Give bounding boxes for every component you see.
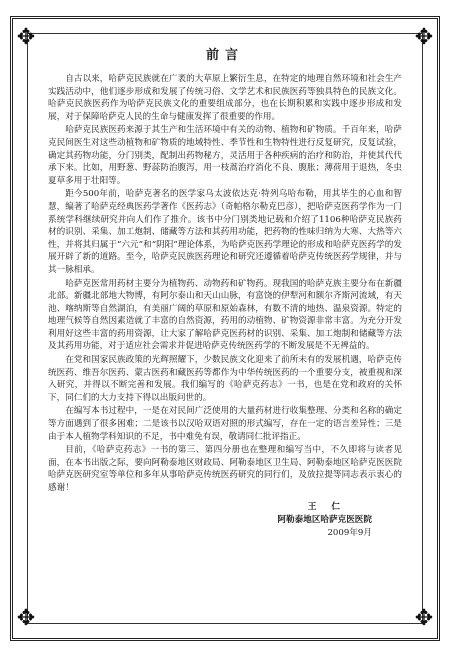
page-title: 前言: [205, 48, 244, 63]
paragraph: 在编写本书过程中，一是在对民间广泛使用的大量药材进行收集整理、分类和名称的确定等方面遇到了很多困难；二是该书以汉哈双语对照的形式编写，存在一定的语言差异性；三是由于本人植物学科知识的不足，书中难免有误，敬请同仁批评指正。: [48, 406, 402, 442]
corner-ornament-icon: ✥: [414, 25, 434, 50]
preface-body: [48, 44, 402, 540]
corner-ornament-icon: ✥: [414, 606, 434, 631]
corner-ornament-icon: ✥: [16, 606, 36, 631]
signature-date: 2009年9月: [327, 527, 372, 538]
paragraph: 目前，《哈萨克药志》一书的第三、第四分册也在整理和编写当中，不久即将与读者见面，在本书出版之际，要向阿勒泰地区财政局、阿勒泰地区卫生局、阿勒泰地区哈萨克医医院哈萨克医研究室等单位和多年从事哈萨克传统医药研究的同行们，及放拉提等同志表示衷心的感谢！: [48, 445, 402, 493]
paragraph: 哈萨克民族医药来源于其生产和生活环境中有关的动物、植物和矿物质。千百年来，哈萨克民间医生对这些动植物和矿物质的地域特性、季节性和生物特性进行反复研究，反复试验，确定其药物功能，分门别类，配制出药物秘方，灵活用于各种疾病的治疗和防治，并使其代代承下来。比如，用野葱、野蒜防治腹泻，用一枝蒿治疗消化不良、腹胀；薄荷用于退热，冬虫夏草多用于壮阳等。: [48, 125, 402, 186]
author-name: 王 仁: [307, 501, 346, 512]
paragraph: 哈萨克医常用药材主要分为植物药、动物药和矿物药。现我国的哈萨克族主要分布在新疆北部。新疆北部地大物博，有阿尔泰山和天山山脉，有富饶的伊犁河和额尔齐斯河流域，有天池、喀纳斯等自然湖泊，有美丽广阔的草原和原始森林，有数不清的地热、温泉资源。特定的地理气候等自然因素造就了丰富的自然资源，药用的动植物、矿物资源非常丰富。为充分开发利用好这些丰富的药用资源，让大家了解哈萨克医药材的识别、采集、加工炮制和储藏等方法及其药用功能，对于适应社会需求并促进哈萨克传统医药学的不断发展是不无裨益的。: [48, 278, 402, 352]
author-organization: 阿勒泰地区哈萨克医医院: [277, 514, 372, 525]
signature-block: [48, 501, 402, 540]
paragraph: 自古以来，哈萨克民族就在广袤的大草原上繁衍生息，在特定的地理自然环境和社会生产实践活动中，他们逐步形成和发展了传统习俗、文学艺术和民族医药等独具特色的民族文化。哈萨克民族医药作为哈萨克民族文化的重要组成部分，也在长期积累和实践中逐步形成和发展，对于保障哈萨克人民的生命与健康发挥了很重要的作用。: [48, 74, 402, 122]
corner-ornament-icon: ✥: [16, 25, 36, 50]
paragraph: 距今500年前，哈萨克著名的医学家乌太波依达克·特列乌哈布勒，用其毕生的心血和智慧，编著了哈萨克经典医药学著作《医药志》（奇帕格尔勒克巴彦），把哈萨克医药学作为一门系统学科继续研究并向人们作了推介。该书中分门别类地记载和介绍了1106种哈萨克民族药材的识别、采集、加工炮制、储藏等方法和其药用功能，把药物的性味归纳为大寒、大热等六性，并将其归属于“六元”和“阴阳”理论体系，为哈萨克医药学理论的形成和哈萨克医药学的发展开辟了新的道路。至今，哈萨克民族医药理论和研究还遵循着哈萨克传统医药学规律，并与其一脉相承。: [48, 189, 402, 275]
paragraph: 在党和国家民族政策的光辉照耀下，少数民族文化迎来了前所未有的发展机遇，哈萨克传统医药、维吾尔医药、蒙古医药和藏医药等都作为中华传统医药的一个重要分支，被重视和深入研究，并得以不断完善和发展。我们编写的《哈萨克药志》一书，也是在党和政府的关怀下，同仁们的大力支持下得以出版问世的。: [48, 355, 402, 403]
